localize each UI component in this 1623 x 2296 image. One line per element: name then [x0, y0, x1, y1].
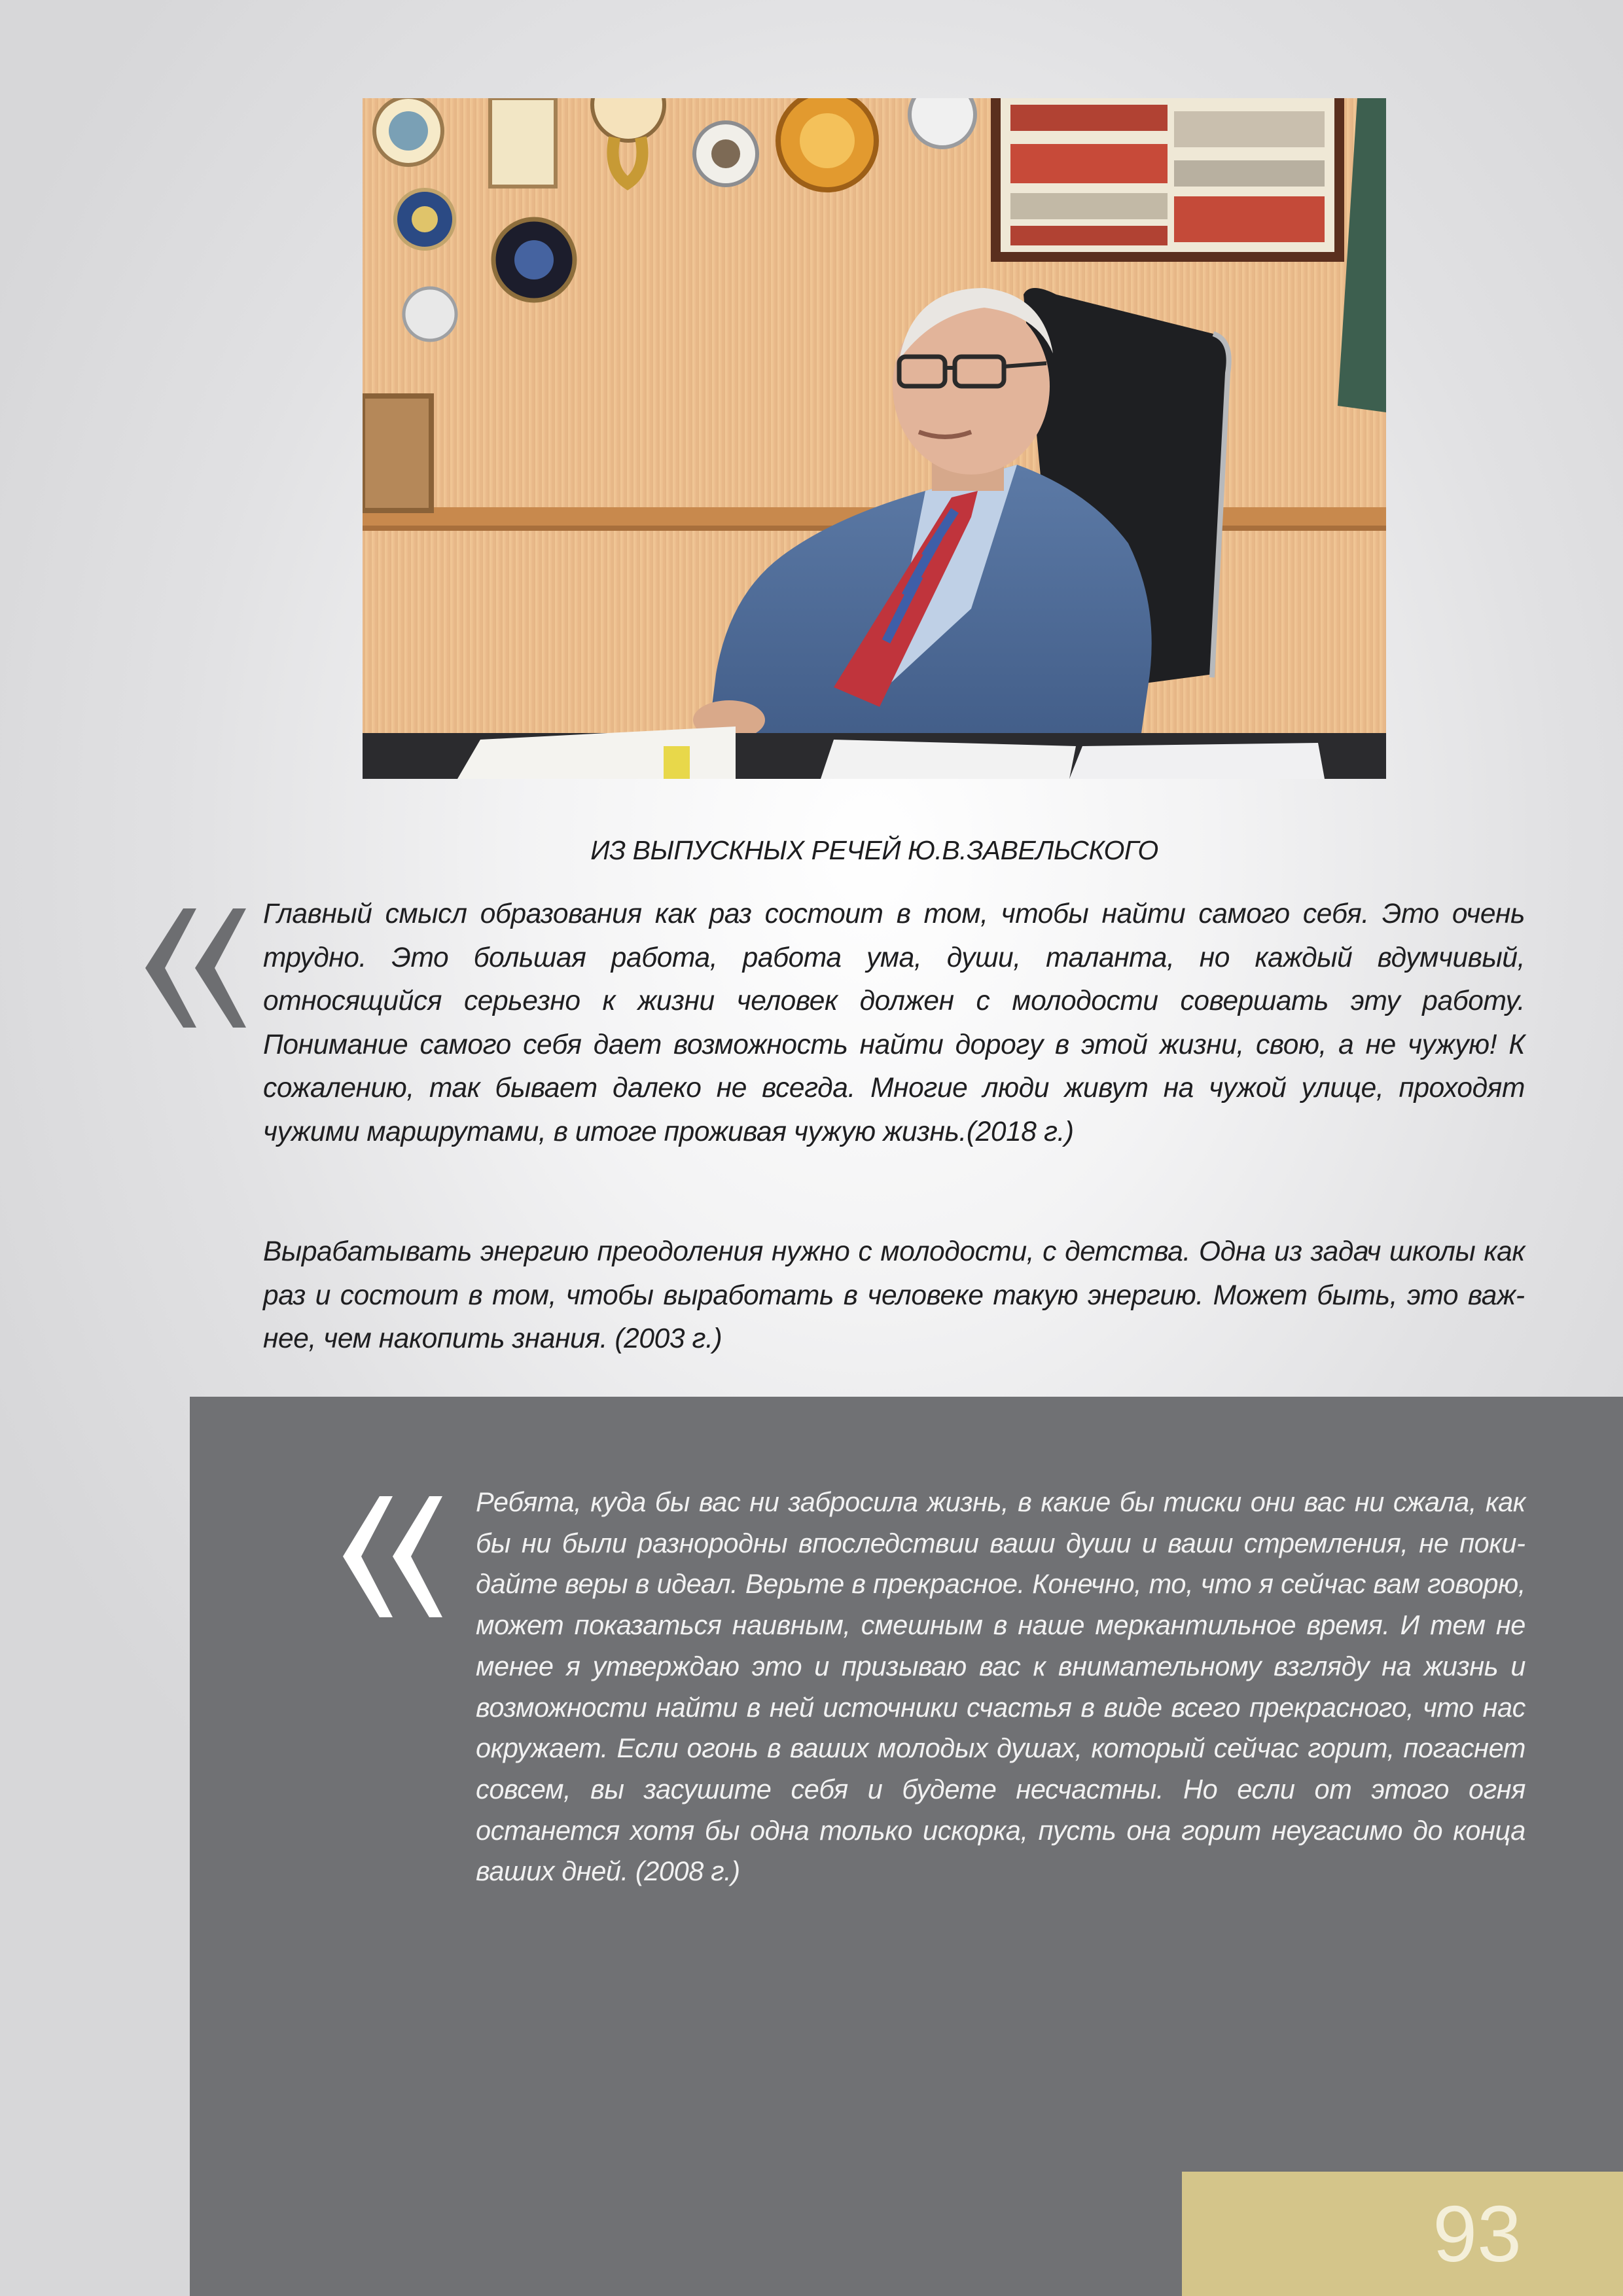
section-title: ИЗ ВЫПУСКНЫХ РЕЧЕЙ Ю.В.ЗАВЕЛЬСКОГО [590, 835, 1158, 865]
quote-text-3: Ребята, куда бы вас ни забросила жизнь, в какие бы тиски они вас ни сжала, как бы ни были разнородны впоследствии ваши души и ваши стремления, не покидайте веры в идеал. Верьте в прекрасное. Конечно, то, что я сейчас вам говорю, может показаться наивным, смешным в наше меркантильное время. И тем не менее я утверждаю это и призываю вас к внимательному взгляду на жизнь и возможности найти в ней источники счастья в виде всего прекрасного, что нас окружает. Если огонь в ваших молодых душах, который сейчас горит, погаснет совсем, вы засушите себя и будете несчастны. Но если от этого огня останется хотя бы одна только искорка, пусть она горит неугасимо до конца ваших дней. (2008 г.) [476, 1486, 1525, 1887]
portrait-photo [363, 98, 1386, 779]
quote-text-1: Главный смысл образования как раз состоит в том, чтобы найти самого себя. Это очень трудно. Это большая работа, работа ума, души, таланта, но каждый вдумчивый, относящийся серьезно к жизни человек должен с молодости совершать эту работу. Понимание самого себя дает возможность найти дорогу в этой жизни, свою, а не чужую! К сожалению, так бывает далеко не всегда. Многие люди живут на чужой улице, проходят чужими маршрутами, в итоге проживая чужую жизнь.(2018 г.) [263, 899, 1525, 1147]
quote-text-2: Вырабатывать энергию преодоления нужно с молодости, с детства. Одна из задач школы как раз и состоит в том, чтобы выработать в человеке такую энергию. Может быть, это важнее, чем накопить знания. (2003 г.) [263, 1236, 1525, 1354]
page-number-box [1182, 2172, 1623, 2296]
page-number: 93 [1433, 2189, 1522, 2278]
quote-mark-icon [343, 1496, 442, 1617]
quote-mark-icon [145, 908, 246, 1028]
